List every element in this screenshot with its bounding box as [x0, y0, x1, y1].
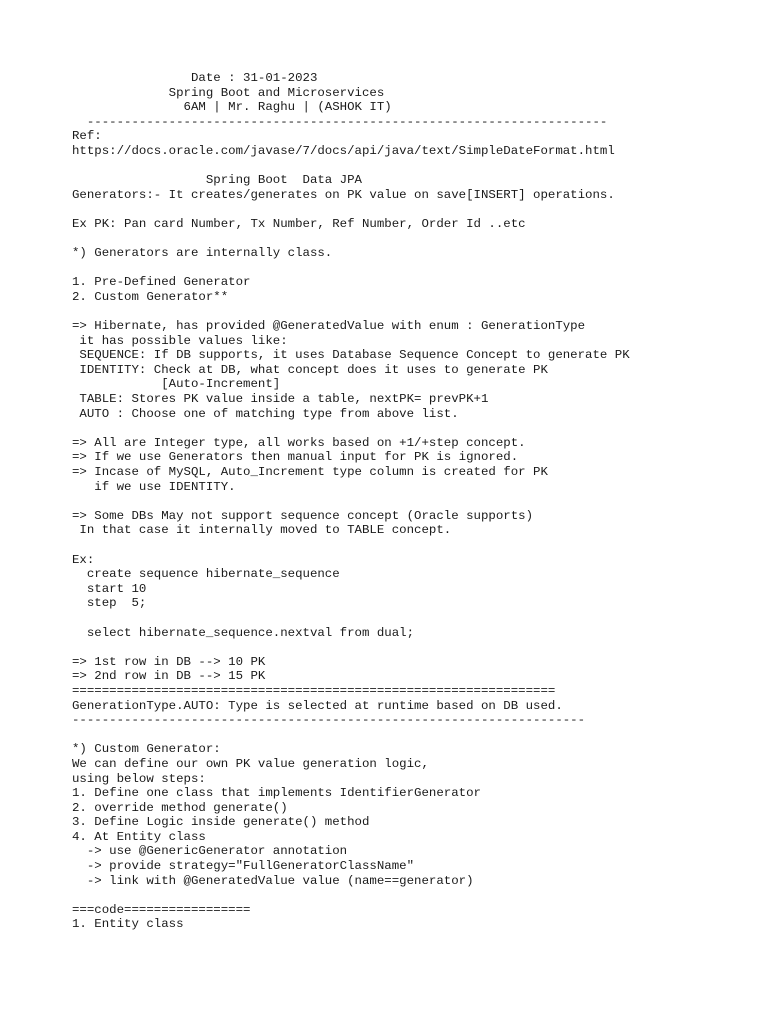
text-line: IDENTITY: Check at DB, what concept does it uses to generate PK [72, 362, 548, 377]
code-line: select hibernate_sequence.nextval from dual; [72, 625, 415, 640]
blank-line [72, 538, 752, 553]
text-line: Ex: [72, 552, 95, 567]
divider-line: ================================================================= [72, 683, 556, 698]
text-line: -> link with @GeneratedValue value (name==generator) [72, 873, 474, 888]
text-line: => All are Integer type, all works based on +1/+step concept. [72, 435, 526, 450]
text-line: if we use IDENTITY. [72, 479, 236, 494]
text-line: it has possible values like: [72, 333, 288, 348]
text-line: GenerationType.AUTO: Type is selected at runtime based on DB used. [72, 698, 563, 713]
divider-line: ---------------------------------------------------------------------- [72, 114, 608, 129]
text-line: => Hibernate, has provided @GeneratedValue with enum : GenerationType [72, 319, 586, 334]
divider-line: --------------------------------------------------------------------- [72, 713, 586, 728]
text-line: TABLE: Stores PK value inside a table, nextPK= prevPK+1 [72, 392, 489, 407]
text-line: -> provide strategy="FullGeneratorClassName" [72, 859, 415, 874]
text-line: 1. Entity class [72, 917, 184, 932]
text-line: AUTO : Choose one of matching type from above list. [72, 406, 459, 421]
text-line: using below steps: [72, 771, 206, 786]
blank-line [72, 888, 752, 903]
text-line: => Some DBs May not support sequence concept (Oracle supports) [72, 508, 534, 523]
text-line: 1. Pre-Defined Generator [72, 275, 251, 290]
section-title-line: Spring Boot Data JPA [72, 173, 362, 188]
code-line: create sequence hibernate_sequence [72, 567, 340, 582]
blank-line [72, 261, 752, 276]
blank-line [72, 305, 752, 320]
text-line: 2. override method generate() [72, 800, 288, 815]
text-line: *) Custom Generator: [72, 742, 221, 757]
text-line: We can define our own PK value generation logic, [72, 756, 429, 771]
blank-line [72, 728, 752, 743]
blank-line [72, 202, 752, 217]
text-line: [Auto-Increment] [72, 377, 281, 392]
blank-line [72, 611, 752, 626]
text-line: => 2nd row in DB --> 15 PK [72, 669, 266, 684]
date-line: Date : 31-01-2023 [72, 71, 318, 85]
document-body [72, 71, 752, 932]
code-section-divider: ===code================= [72, 902, 251, 917]
text-line: *) Generators are internally class. [72, 246, 333, 261]
text-line: => If we use Generators then manual input for PK is ignored. [72, 450, 519, 465]
blank-line [72, 159, 752, 174]
text-line: 1. Define one class that implements IdentifierGenerator [72, 786, 481, 801]
ref-url-line: https://docs.oracle.com/javase/7/docs/api/java/text/SimpleDateFormat.html [72, 143, 615, 158]
text-line: In that case it internally moved to TABLE concept. [72, 523, 452, 538]
text-line: => Incase of MySQL, Auto_Increment type column is created for PK [72, 465, 548, 480]
blank-line [72, 421, 752, 436]
text-line: 3. Define Logic inside generate() method [72, 815, 370, 830]
blank-line [72, 640, 752, 655]
ref-label-line: Ref: [72, 129, 102, 144]
text-line: Generators:- It creates/generates on PK value on save[INSERT] operations. [72, 187, 615, 202]
code-line: start 10 [72, 581, 147, 596]
text-line: SEQUENCE: If DB supports, it uses Database Sequence Concept to generate PK [72, 348, 630, 363]
text-line: => 1st row in DB --> 10 PK [72, 654, 266, 669]
text-line: Ex PK: Pan card Number, Tx Number, Ref Number, Order Id ..etc [72, 216, 526, 231]
text-line: 4. At Entity class [72, 829, 206, 844]
instructor-line: 6AM | Mr. Raghu | (ASHOK IT) [72, 100, 392, 115]
blank-line [72, 494, 752, 509]
blank-line [72, 232, 752, 247]
text-line: 2. Custom Generator** [72, 289, 229, 304]
text-line: -> use @GenericGenerator annotation [72, 844, 348, 859]
course-title-line: Spring Boot and Microservices [72, 85, 385, 100]
code-line: step 5; [72, 596, 147, 611]
